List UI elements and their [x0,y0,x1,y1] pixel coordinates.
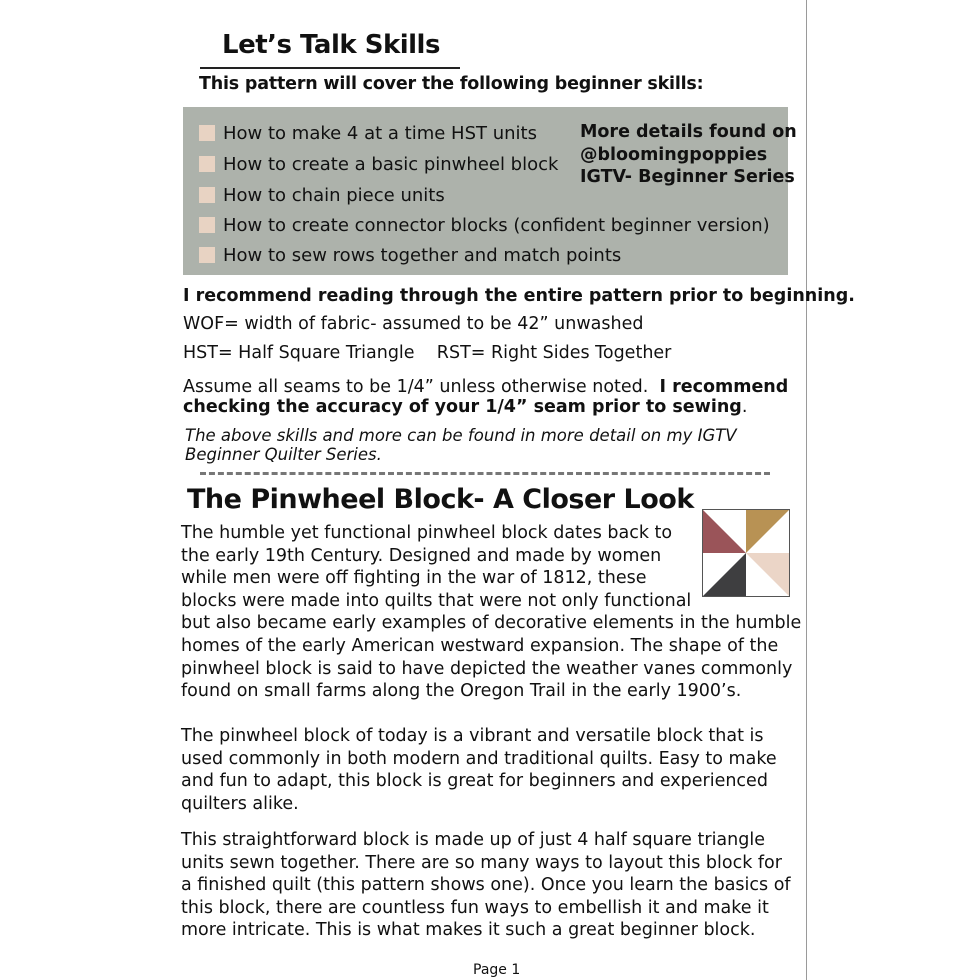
skill-item [199,154,558,175]
skill-label: How to create a basic pinwheel block [223,154,559,175]
paragraph-line: and fun to adapt, this block is great for beginners and experienced [181,771,768,792]
igtv-note [185,426,737,464]
paragraph-line: blocks were made into quilts that were not only functional [181,590,692,611]
title-underline [200,67,460,69]
paragraph-line: homes of the early American westward expansion. The shape of the [181,635,779,656]
paragraph-line: the early 19th Century. Designed and made by women [181,545,662,566]
seam-note-end: . [741,397,748,417]
structure-paragraph [181,829,791,942]
seam-note-plain: Assume all seams to be 1/4” unless otherwise noted. [183,377,660,397]
page-edge-divider [806,0,807,980]
skill-item [199,123,537,144]
recommend-text: I recommend reading through the entire pattern prior to beginning. [183,286,855,306]
section-heading: The Pinwheel Block- A Closer Look [187,484,694,515]
skill-label: How to create connector blocks (confident beginner version) [223,215,770,236]
skill-item [199,215,770,236]
checkbox-icon [199,217,215,233]
igtv-note-line: The above skills and more can be found in more detail on my IGTV [185,426,737,445]
paragraph-line: but also became early examples of decorative elements in the humble [181,613,802,634]
details-note-line: IGTV- Beginner Series [580,167,795,187]
skill-label: How to sew rows together and match points [223,245,622,266]
skills-panel [183,107,797,275]
modern-paragraph [181,725,777,815]
skill-label: How to chain piece units [223,185,445,206]
page-title: Let’s Talk Skills [222,30,440,60]
paragraph-line: units sewn together. There are so many ways to layout this block for [181,852,782,873]
checkbox-icon [199,247,215,263]
skills-intro: This pattern will cover the following beginner skills: [199,74,704,94]
paragraph-line: this block, there are countless fun ways to embellish it and make it [181,897,769,918]
seam-note-bold: I recommend [659,377,789,397]
page-number: Page 1 [473,962,521,978]
skill-label: How to make 4 at a time HST units [223,123,537,144]
section-divider [200,472,770,475]
igtv-note-line: Beginner Quilter Series. [185,445,382,464]
details-note-line: More details found on [580,122,797,142]
paragraph-line: more intricate. This is what makes it such a great beginner block. [181,920,756,941]
details-note [580,121,797,189]
paragraph-line: found on small farms along the Oregon Trail in the early 1900’s. [181,681,742,702]
seam-note [183,377,788,417]
paragraph-line: pinwheel block is said to have depicted the weather vanes commonly [181,658,793,679]
paragraph-line: while men were off fighting in the war of 1812, these [181,568,647,589]
wof-definition: WOF= width of fabric- assumed to be 42” unwashed [183,314,644,334]
checkbox-icon [199,125,215,141]
skill-item [199,245,621,266]
paragraph-line: a finished quilt (this pattern shows one). Once you learn the basics of [181,875,791,896]
paragraph-line: This straightforward block is made up of just 4 half square triangle [181,830,765,850]
history-paragraph [181,522,801,703]
paragraph-line: The pinwheel block of today is a vibrant and versatile block that is [181,726,764,746]
checkbox-icon [199,156,215,172]
checkbox-icon [199,187,215,203]
hst-rst-definition: HST= Half Square Triangle RST= Right Sides Together [183,343,672,363]
paragraph-line: The humble yet functional pinwheel block dates back to [181,523,673,543]
instagram-handle: @bloomingpoppies [580,144,768,165]
seam-note-bold: checking the accuracy of your 1/4” seam prior to sewing [183,397,742,417]
skill-item [199,185,445,206]
paragraph-line: used commonly in both modern and traditional quilts. Easy to make [181,748,777,769]
paragraph-line: quilters alike. [181,793,299,814]
